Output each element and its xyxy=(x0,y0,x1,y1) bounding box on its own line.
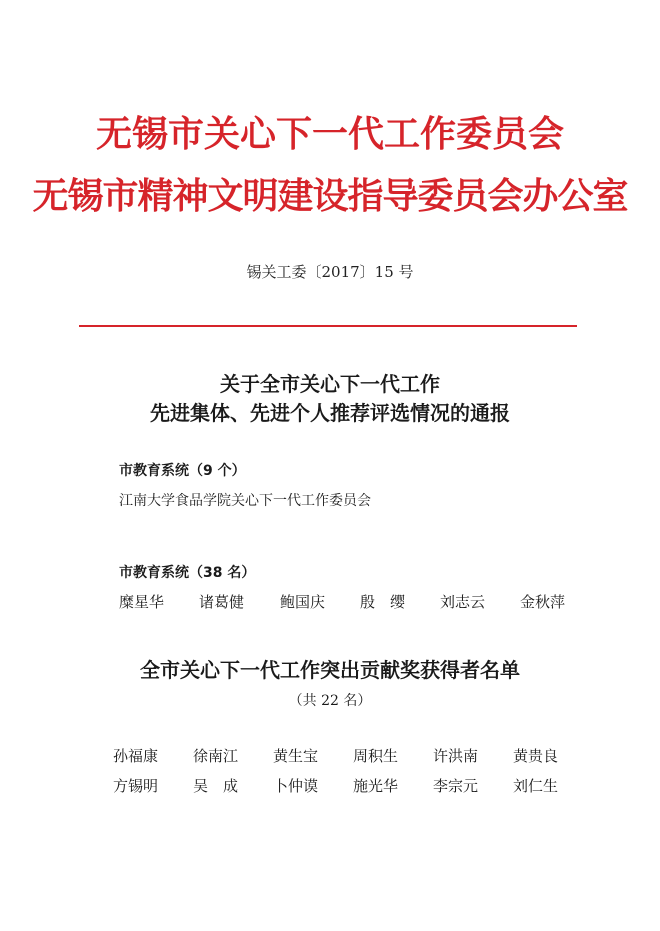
person-name: 糜星华 xyxy=(119,593,165,611)
award-winner-name: 方锡明 xyxy=(113,777,159,795)
red-divider-line xyxy=(79,325,577,327)
person-name: 诸葛健 xyxy=(199,593,245,611)
individual-section-heading: 市教育系统（38 名） xyxy=(119,565,256,581)
award-winner-name: 徐南江 xyxy=(193,747,239,765)
award-winner-name: 李宗元 xyxy=(433,777,479,795)
issuer-header-line-2: 无锡市精神文明建设指导委员会办公室 xyxy=(32,175,628,217)
award-winner-name: 黄生宝 xyxy=(273,747,319,765)
award-list-title: 全市关心下一代工作突出贡献奖获得者名单 xyxy=(140,658,520,682)
award-winner-name: 周积生 xyxy=(353,747,399,765)
award-names-row-2 xyxy=(0,776,660,796)
award-winner-name: 吴 成 xyxy=(193,777,239,795)
award-winner-name: 黄贵良 xyxy=(513,747,559,765)
award-names-row-1 xyxy=(0,746,660,766)
award-winner-name: 许洪南 xyxy=(433,747,479,765)
award-count: （共 22 名） xyxy=(288,693,372,709)
document-title-line-2: 先进集体、先进个人推荐评选情况的通报 xyxy=(150,401,510,425)
award-winner-name: 施光华 xyxy=(353,777,399,795)
document-title-line-1: 关于全市关心下一代工作 xyxy=(220,372,440,396)
award-winner-name: 孙福康 xyxy=(113,747,159,765)
person-name: 刘志云 xyxy=(440,593,486,611)
person-name: 鲍国庆 xyxy=(280,593,326,611)
document-number: 锡关工委〔2017〕15 号 xyxy=(246,263,414,281)
person-name: 金秋萍 xyxy=(520,593,566,611)
award-winner-name: 刘仁生 xyxy=(513,777,559,795)
collective-unit-item: 江南大学食品学院关心下一代工作委员会 xyxy=(119,493,371,509)
award-winner-name: 卜仲谟 xyxy=(273,777,319,795)
person-name: 殷 缨 xyxy=(360,593,406,611)
issuer-header-line-1: 无锡市关心下一代工作委员会 xyxy=(95,113,564,155)
individual-names-row xyxy=(0,592,660,612)
collective-section-heading: 市教育系统（9 个） xyxy=(119,463,246,479)
